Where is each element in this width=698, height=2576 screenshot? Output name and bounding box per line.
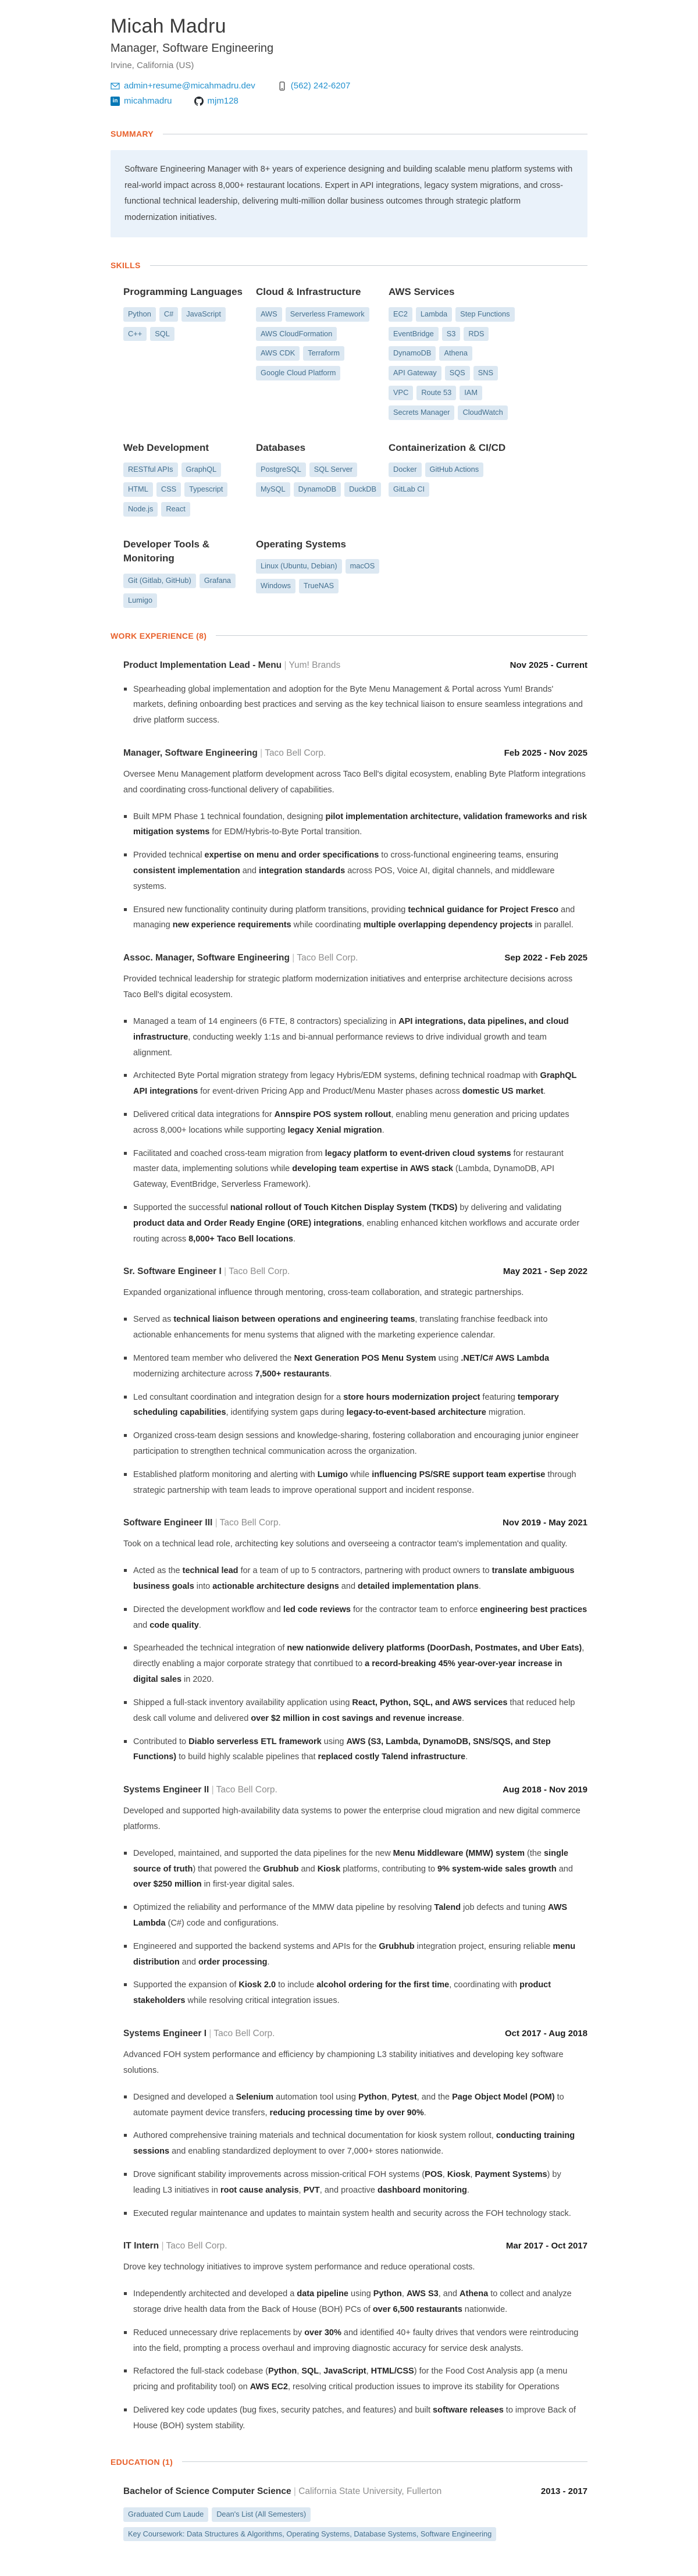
job-bullet: Contributed to Diablo serverless ETL framework using AWS (S3, Lambda, DynamoDB, SNS/SQS, and Step Functions) to build highly scalable pipelines that replaced costly Talend infrastructure. <box>123 1734 587 1766</box>
job-title: Sr. Software Engineer I <box>123 1266 222 1277</box>
job-title: Systems Engineer I <box>123 2029 207 2039</box>
skill-group <box>256 538 383 593</box>
job-bullet: Mentored team member who delivered the Next Generation POS Menu System using .NET/C# AWS Lambda modernizing architecture across 7,500+ restaurants. <box>123 1351 587 1382</box>
separator: | <box>257 748 265 758</box>
job-entry <box>123 1266 587 1498</box>
education-tag: Dean's List (All Semesters) <box>212 2507 311 2522</box>
envelope-icon <box>111 81 120 91</box>
job-dates: May 2021 - Sep 2022 <box>503 1266 587 1277</box>
job-bullets <box>123 809 587 934</box>
skill-tag: TrueNAS <box>299 579 339 593</box>
skill-tag: PostgreSQL <box>256 462 306 477</box>
work-section-head <box>111 631 587 641</box>
job-bullet: Spearheaded the technical integration of new nationwide delivery platforms (DoorDash, Postmates, and Uber Eats), directly enabling a major corporate strategy that conrtibued to a record-breaking 45% year-over-year increase in digital sales in 2020. <box>123 1641 587 1687</box>
skill-group <box>389 441 515 497</box>
skill-tag-list <box>389 462 515 497</box>
separator: | <box>291 2486 299 2496</box>
skill-group <box>123 538 250 608</box>
skill-tag: S3 <box>442 327 461 341</box>
education-entry <box>123 2486 587 2542</box>
skill-tag: Git (Gitlab, GitHub) <box>123 574 196 588</box>
entry-title-line <box>123 1266 290 1277</box>
skill-tag: MySQL <box>256 482 290 497</box>
job-bullets <box>123 682 587 728</box>
job-bullet: Established platform monitoring and alerting with Lumigo while influencing PS/SRE support team expertise through strategic partnership with team leads to improve operational support and incident response. <box>123 1467 587 1499</box>
job-bullet: Built MPM Phase 1 technical foundation, designing pilot implementation architecture, validation frameworks and risk mitigation systems for EDM/Hybris-to-Byte Portal transition. <box>123 809 587 841</box>
entry-header-row <box>123 2241 587 2251</box>
skill-tag: IAM <box>460 386 482 400</box>
company: Taco Bell Corp. <box>219 1518 281 1528</box>
linkedin-icon: in <box>111 97 120 106</box>
job-bullet: Acted as the technical lead for a team of up to 5 contractors, partnering with product owners to translate ambiguous business goals into actionable architecture designs and detailed implementation plans. <box>123 1563 587 1595</box>
phone-link[interactable] <box>277 81 351 91</box>
company: Taco Bell Corp. <box>213 2029 275 2039</box>
job-bullets <box>123 1014 587 1247</box>
contact-row-1 <box>111 81 587 91</box>
skill-tag-list <box>123 574 250 608</box>
separator: | <box>221 1266 229 1277</box>
entry-header-row <box>123 660 587 671</box>
skill-tag: Secrets Manager <box>389 405 454 420</box>
job-bullet: Spearheading global implementation and adoption for the Byte Menu Management & Portal across Yum! Brands' markets, defining onboarding best practices and serving as the key technical liaison to ensure seamless integrations and drive platform success. <box>123 682 587 728</box>
job-title: Assoc. Manager, Software Engineering <box>123 953 290 963</box>
skill-tag: macOS <box>346 559 380 574</box>
job-description: Drove key technology initiatives to improve system performance and reduce operational costs. <box>123 2262 475 2272</box>
skill-tag: Docker <box>389 462 422 477</box>
section-rule <box>182 2461 587 2462</box>
entry-title-line <box>123 748 326 759</box>
skill-group-title: Programming Languages <box>123 286 243 298</box>
job-bullet: Drove significant stability improvements across mission-critical FOH systems (POS, Kiosk, Payment Systems) by leading L3 initiatives in root cause analysis, PVT, and proactive dashboard monitoring. <box>123 2167 587 2198</box>
job-bullet: Refactored the full-stack codebase (Python, SQL, JavaScript, HTML/CSS) for the Food Cost Analysis app (a menu pricing and profitability tool) on AWS EC2, resolving critical production issues to improve its stability for Operations <box>123 2364 587 2395</box>
skill-tag: HTML <box>123 482 153 497</box>
skill-tag: Lumigo <box>123 593 157 608</box>
job-entry <box>123 2241 587 2433</box>
skill-group <box>123 285 250 341</box>
job-bullet: Provided technical expertise on menu and order specifications to cross-functional engineering teams, ensuring consistent implementation and integration standards across POS, Voice AI, digital channels, and middleware systems. <box>123 848 587 894</box>
github-text: mjm128 <box>207 96 238 106</box>
job-title: Systems Engineer II <box>123 1785 209 1795</box>
entry-header-row <box>123 953 587 963</box>
job-dates: Feb 2025 - Nov 2025 <box>504 748 587 758</box>
skill-group <box>256 285 383 380</box>
job-bullet: Facilitated and coached cross-team migration from legacy platform to event-driven cloud systems for restaurant master data, implementing solutions while developing team expertise in AWS stack (Lambda, DynamoDB, API Gateway, EventBridge, Serverless Framework). <box>123 1146 587 1193</box>
job-bullet: Independently architected and developed a data pipeline using Python, AWS S3, and Athena to collect and analyze storage drive health data from the Back of House (BOH) PCs of over 6,500 restaurants nationwide. <box>123 2286 587 2318</box>
resume-header <box>111 15 587 106</box>
entry-header-row <box>123 748 587 759</box>
email-text: admin+resume@micahmadru.dev <box>124 81 255 91</box>
skill-tag: DynamoDB <box>389 346 436 361</box>
skill-tag: Windows <box>256 579 295 593</box>
resume-page <box>111 0 587 2576</box>
entry-title-line <box>123 660 340 671</box>
linkedin-link[interactable] <box>111 96 172 106</box>
skill-group <box>123 441 250 517</box>
job-bullets <box>123 2090 587 2222</box>
job-bullets <box>123 2286 587 2434</box>
education-tag-list <box>123 2507 565 2542</box>
entry-title-line <box>123 2241 227 2251</box>
entry-title-line <box>123 953 358 963</box>
skill-tag: VPC <box>389 386 413 400</box>
work-section-label: WORK EXPERIENCE (8) <box>111 631 207 641</box>
skill-tag: Linux (Ubuntu, Debian) <box>256 559 342 574</box>
linkedin-text: micahmadru <box>124 96 172 106</box>
skill-group-title: Web Development <box>123 442 209 453</box>
job-bullet: Supported the expansion of Kiosk 2.0 to include alcohol ordering for the first time, coordinating with product stakeholders while resolving critical integration issues. <box>123 1977 587 2009</box>
skill-tag-list <box>389 307 515 420</box>
skill-tag-list <box>123 462 250 516</box>
skill-tag: Lambda <box>416 307 452 322</box>
skill-tag: AWS CDK <box>256 346 300 361</box>
skill-tag: C++ <box>123 327 147 341</box>
skills-grid <box>111 285 587 607</box>
job-bullets <box>123 1846 587 2009</box>
job-entry <box>123 1785 587 2009</box>
skill-tag: JavaScript <box>181 307 226 322</box>
skill-tag-list <box>256 307 383 380</box>
skill-tag: Serverless Framework <box>286 307 369 322</box>
job-description: Expanded organizational influence through mentoring, cross-team collaboration, and strategic partnerships. <box>123 1288 524 1298</box>
skill-tag: Python <box>123 307 156 322</box>
contact-row-2 <box>111 96 587 106</box>
job-dates: Nov 2025 - Current <box>510 660 587 670</box>
skill-tag: Step Functions <box>455 307 514 322</box>
section-rule <box>150 265 587 266</box>
skill-tag: SQL <box>150 327 174 341</box>
skill-tag: CloudWatch <box>458 405 507 420</box>
entry-title-line <box>123 1518 281 1528</box>
skill-tag: AWS CloudFormation <box>256 327 337 341</box>
education-dates: 2013 - 2017 <box>540 2486 587 2496</box>
skill-tag: React <box>161 502 190 517</box>
skills-section-label: SKILLS <box>111 261 141 271</box>
job-dates: Oct 2017 - Aug 2018 <box>504 2029 587 2039</box>
job-bullet: Directed the development workflow and led code reviews for the contractor team to enforce engineering best practices and code quality. <box>123 1602 587 1634</box>
job-bullet: Reduced unnecessary drive replacements by over 30% and identified 40+ faulty drives that vendors were reintroducing into the field, prompting a process overhaul and improving diagnostic accuracy for service desk analysts. <box>123 2325 587 2357</box>
skill-tag: Grafana <box>200 574 236 588</box>
job-dates: Nov 2019 - May 2021 <box>503 1518 587 1528</box>
skill-tag: Node.js <box>123 502 158 517</box>
skill-tag: Google Cloud Platform <box>256 366 340 380</box>
company: Taco Bell Corp. <box>229 1266 290 1277</box>
skill-tag: Terraform <box>303 346 344 361</box>
skill-tag: GraphQL <box>181 462 222 477</box>
person-role: Manager, Software Engineering <box>111 42 274 55</box>
separator: | <box>289 953 297 963</box>
job-bullet: Organized cross-team design sessions and knowledge-sharing, fostering collaboration and encouraging junior engineer participation to strengthen technical communication across the organization. <box>123 1428 587 1460</box>
job-bullet: Designed and developed a Selenium automation tool using Python, Pytest, and the Page Object Model (POM) to automate payment device transfers, reducing processing time by over 90%. <box>123 2090 587 2121</box>
skill-tag: SQL Server <box>309 462 357 477</box>
skill-tag-list <box>256 462 383 497</box>
job-bullet: Optimized the reliability and performance of the MMW data pipeline by resolving Talend job defects and tuning AWS Lambda (C#) code and configurations. <box>123 1900 587 1931</box>
section-rule <box>216 635 587 636</box>
skill-tag: DynamoDB <box>294 482 341 497</box>
separator: | <box>209 1785 216 1795</box>
job-bullet: Delivered key code updates (bug fixes, security patches, and features) and built software releases to improve Back of House (BOH) system stability. <box>123 2403 587 2434</box>
skill-tag: Typescript <box>184 482 227 497</box>
separator: | <box>159 2241 166 2251</box>
job-title: Product Implementation Lead - Menu <box>123 660 282 670</box>
education-section-head <box>111 2457 587 2467</box>
contact-rows <box>111 81 587 106</box>
job-description: Provided technical leadership for strategic platform modernization initiatives and enterprise architecture decisions across Taco Bell's digital ecosystem. <box>123 974 573 1000</box>
job-title: Software Engineer III <box>123 1518 213 1528</box>
company: California State University, Fullerton <box>298 2486 442 2496</box>
job-bullet: Architected Byte Portal migration strategy from legacy Hybris/EDM systems, defining technical roadmap with GraphQL API integrations for event-driven Pricing App and Product/Menu Master phases across domestic US market. <box>123 1068 587 1100</box>
job-title: IT Intern <box>123 2241 159 2251</box>
entry-header-row <box>123 1518 587 1528</box>
skill-tag: CSS <box>156 482 181 497</box>
summary-box <box>111 150 587 237</box>
skill-tag: SNS <box>473 366 498 380</box>
entry-header-row <box>123 2486 587 2497</box>
person-name: Micah Madru <box>111 15 226 37</box>
github-link[interactable] <box>194 96 238 106</box>
job-bullet: Served as technical liaison between operations and engineering teams, translating franchise feedback into actionable enhancements for menu systems that aligned with the marketing experience calendar. <box>123 1312 587 1343</box>
entry-header-row <box>123 1785 587 1795</box>
skill-tag: RDS <box>464 327 489 341</box>
skill-tag: GitHub Actions <box>425 462 484 477</box>
skill-group <box>389 285 515 419</box>
company: Taco Bell Corp. <box>265 748 326 758</box>
skill-tag: SQS <box>445 366 470 380</box>
job-bullet: Managed a team of 14 engineers (6 FTE, 8 contractors) specializing in API integrations, data pipelines, and cloud infrastructure, conducting weekly 1:1s and bi-annual performance reviews to drive individual growth and team alignment. <box>123 1014 587 1061</box>
phone-icon <box>277 81 287 91</box>
job-bullets <box>123 1563 587 1765</box>
work-entries <box>111 660 587 2434</box>
entry-title-line <box>123 2486 441 2497</box>
entry-header-row <box>123 1266 587 1277</box>
skill-tag: RESTful APIs <box>123 462 178 477</box>
separator: | <box>206 2029 214 2039</box>
job-bullets <box>123 1312 587 1498</box>
skill-group-title: Cloud & Infrastructure <box>256 286 361 298</box>
location: Irvine, California (US) <box>111 61 194 70</box>
education-section-label: EDUCATION (1) <box>111 2457 173 2467</box>
summary-section-head <box>111 129 587 138</box>
job-bullet: Led consultant coordination and integration design for a store hours modernization project featuring temporary scheduling capabilities, identifying system gaps during legacy-to-event-based architecture migration. <box>123 1390 587 1421</box>
phone-text: (562) 242-6207 <box>290 81 351 91</box>
job-bullet: Authored comprehensive training materials and technical documentation for kiosk system rollout, conducting training sessions and enabling standardized deployment to over 7,000+ stores nationwide. <box>123 2128 587 2159</box>
job-description: Advanced FOH system performance and efficiency by championing L3 stability initiatives and developing key software solutions. <box>123 2050 564 2075</box>
company: Taco Bell Corp. <box>216 1785 277 1795</box>
github-icon <box>194 97 204 106</box>
education-degree: Bachelor of Science Computer Science <box>123 2486 291 2496</box>
skill-tag: Athena <box>439 346 472 361</box>
separator: | <box>282 660 289 670</box>
skill-tag: AWS <box>256 307 282 322</box>
separator: | <box>212 1518 220 1528</box>
job-bullet: Engineered and supported the backend systems and APIs for the Grubhub integration project, ensuring reliable menu distribution and order processing. <box>123 1939 587 1970</box>
job-dates: Sep 2022 - Feb 2025 <box>504 953 587 963</box>
job-title: Manager, Software Engineering <box>123 748 258 758</box>
skill-group <box>256 441 383 497</box>
skill-group-title: Developer Tools & Monitoring <box>123 538 209 564</box>
skill-group-title: Operating Systems <box>256 538 346 550</box>
job-entry <box>123 748 587 933</box>
skill-tag: DuckDB <box>344 482 381 497</box>
education-entries <box>111 2486 587 2542</box>
company: Yum! Brands <box>289 660 341 670</box>
job-bullet: Delivered critical data integrations for Annspire POS system rollout, enabling menu generation and pricing updates across 8,000+ locations while supporting legacy Xenial migration. <box>123 1107 587 1138</box>
summary-section-label: SUMMARY <box>111 129 154 138</box>
skill-tag-list <box>123 307 250 341</box>
skill-tag: Route 53 <box>416 386 456 400</box>
skill-tag: API Gateway <box>389 366 441 380</box>
job-dates: Mar 2017 - Oct 2017 <box>505 2241 587 2251</box>
job-description: Developed and supported high-availability data systems to power the enterprise cloud migration and new digital commerce platforms. <box>123 1806 581 1831</box>
skill-tag: EventBridge <box>389 327 439 341</box>
company: Taco Bell Corp. <box>166 2241 227 2251</box>
job-description: Oversee Menu Management platform development across Taco Bell's digital ecosystem, enabling Byte Platform integrations and coordinating cross-functional delivery of capabilities. <box>123 769 586 795</box>
education-tag: Graduated Cum Laude <box>123 2507 208 2522</box>
skill-group-title: AWS Services <box>389 286 455 298</box>
job-bullet: Ensured new functionality continuity during platform transitions, providing technical guidance for Project Fresco and managing new experience requirements while coordinating multiple overlapping dependency projects in parallel. <box>123 902 587 934</box>
skill-tag-list <box>256 559 383 593</box>
skill-tag: GitLab CI <box>389 482 429 497</box>
entry-title-line <box>123 2029 275 2039</box>
entry-header-row <box>123 2029 587 2039</box>
company: Taco Bell Corp. <box>297 953 358 963</box>
job-description: Took on a technical lead role, architecting key solutions and overseeing a contractor team's implementation and quality. <box>123 1539 568 1549</box>
education-tag: Key Coursework: Data Structures & Algorithms, Operating Systems, Database Systems, Software Engineering <box>123 2527 496 2542</box>
job-entry <box>123 2029 587 2221</box>
entry-title-line <box>123 1785 277 1795</box>
job-entry <box>123 953 587 1247</box>
job-bullet: Developed, maintained, and supported the data pipelines for the new Menu Middleware (MMW) system (the single source of truth) that powered the Grubhub and Kiosk platforms, contributing to 9% system-wide sales growth and over $250 million in first-year digital sales. <box>123 1846 587 1892</box>
email-link[interactable] <box>111 81 255 91</box>
skill-group-title: Databases <box>256 442 306 453</box>
summary-text: Software Engineering Manager with 8+ years of experience designing and building scalable menu platform systems with real-world impact across 8,000+ restaurant locations. Expert in API integrations, legacy system migrations, and cross-functional technical leadership, delivering multi-million dollar business outcomes through strategic platform modernization initiatives. <box>124 165 573 222</box>
job-bullet: Supported the successful national rollout of Touch Kitchen Display System (TKDS) by delivering and validating product data and Order Ready Engine (ORE) integrations, enabling enhanced kitchen workflows and accurate order routing across 8,000+ Taco Bell locations. <box>123 1200 587 1247</box>
job-bullet: Shipped a full-stack inventory availability application using React, Python, SQL, and AWS services that reduced help desk call volume and delivered over $2 million in cost savings and revenue increase. <box>123 1695 587 1727</box>
skill-tag: C# <box>159 307 178 322</box>
job-entry <box>123 1518 587 1765</box>
skill-group-title: Containerization & CI/CD <box>389 442 506 453</box>
job-bullet: Executed regular maintenance and updates to maintain system health and security across the FOH technology stack. <box>123 2206 587 2222</box>
skills-section-head <box>111 261 587 270</box>
job-entry <box>123 660 587 728</box>
job-dates: Aug 2018 - Nov 2019 <box>503 1785 587 1795</box>
skill-tag: EC2 <box>389 307 412 322</box>
